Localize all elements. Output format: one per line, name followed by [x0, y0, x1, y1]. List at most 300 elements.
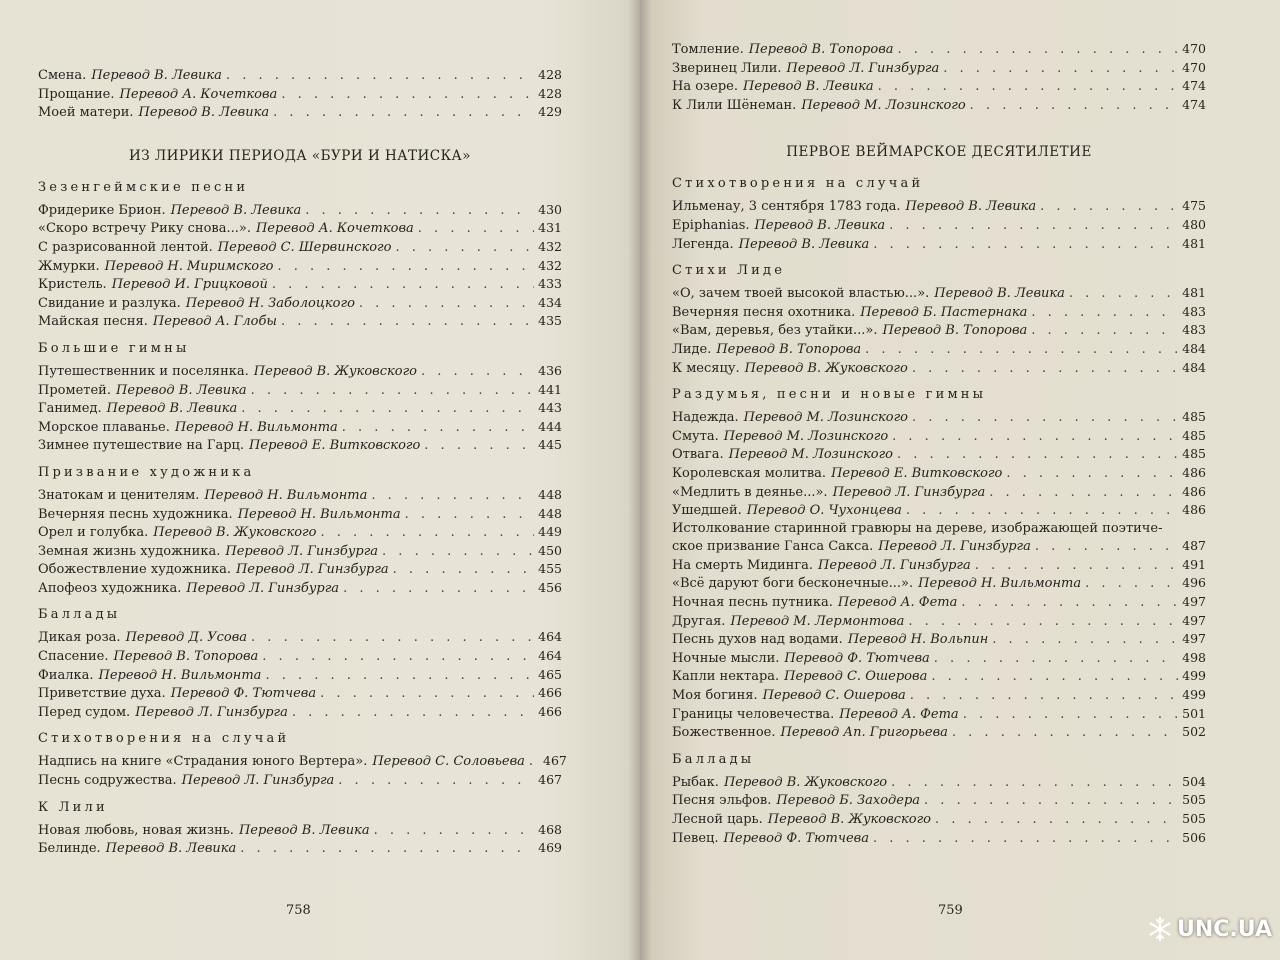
- toc-entry-title: Лесной царь.: [672, 812, 763, 827]
- toc-leader-dots: [970, 97, 1178, 115]
- toc-leader-dots: [281, 313, 534, 331]
- toc-entry-page: 441: [538, 381, 562, 397]
- toc-entry-page: 497: [1182, 631, 1206, 647]
- toc-entry-translator: Перевод Л. Гинзбурга: [181, 773, 335, 789]
- toc-entry-page: 464: [538, 648, 562, 664]
- subsection-heading: К Лили: [38, 799, 108, 815]
- toc-entry-page: 435: [538, 313, 562, 329]
- toc-entry-translator: Перевод В. Левика: [934, 286, 1065, 302]
- toc-entry-page: 448: [538, 486, 562, 502]
- toc-leader-dots: [873, 830, 1178, 848]
- toc-entry-translator: Перевод В. Жуковского: [153, 525, 317, 541]
- toc-leader-dots: [975, 557, 1178, 575]
- toc-entry-title: Знатокам и ценителям.: [38, 487, 200, 503]
- toc-entry-page: 483: [1182, 303, 1206, 319]
- toc-leader-dots: [1031, 322, 1178, 340]
- toc-subsection: [38, 731, 567, 789]
- toc-entry-page: 466: [538, 703, 562, 719]
- toc-leader-dots: [251, 382, 534, 400]
- toc-entry-page: 432: [538, 257, 562, 273]
- toc-entry-page: 430: [538, 201, 562, 217]
- right-subsections: [672, 176, 1206, 847]
- toc-leader-dots: [240, 840, 534, 858]
- toc-entry-translator: Перевод В. Топорова: [748, 42, 894, 57]
- toc-entry-title: Моя богиня.: [672, 688, 758, 704]
- toc-entry-translator: Перевод С. Соловьева: [372, 754, 525, 770]
- toc-entry-translator: Перевод А. Глобы: [152, 314, 278, 330]
- toc-entry: [38, 362, 562, 381]
- toc-entry-title: Смена.: [38, 68, 87, 83]
- toc-entry: [672, 340, 1206, 359]
- toc-entry: [38, 560, 562, 579]
- toc-leader-dots: [418, 220, 534, 238]
- toc-leader-dots: [305, 202, 534, 220]
- toc-entry-title: «Вам, деревья, без утайки...».: [672, 323, 878, 339]
- toc-leader-dots: [320, 685, 534, 703]
- toc-leader-dots: [382, 543, 534, 561]
- toc-entry: [38, 523, 562, 542]
- toc-entry: [672, 427, 1206, 446]
- toc-entry-translator: Перевод Л. Гинзбурга: [878, 539, 1031, 555]
- toc-entry-title: Ушедшей.: [672, 503, 742, 519]
- toc-entry-title: Кристель.: [38, 277, 107, 293]
- toc-entry-page: 505: [1182, 792, 1206, 808]
- toc-leader-dots: [1031, 304, 1178, 322]
- toc-entry-translator: Перевод И. Грицковой: [111, 277, 268, 293]
- toc-entry-translator: Перевод Ф. Тютчева: [723, 830, 869, 846]
- toc-entry-translator: Перевод Ф. Тютчева: [784, 650, 930, 666]
- toc-entry-page: 467: [538, 772, 562, 788]
- toc-entry-translator: Перевод В. Жуковского: [723, 774, 888, 790]
- right-top-entries: [672, 40, 1206, 114]
- toc-entry: [38, 436, 562, 455]
- toc-entry: [38, 486, 562, 505]
- toc-entry-translator: Перевод Л. Гинзбурга: [186, 580, 340, 596]
- toc-entry: [672, 284, 1206, 303]
- toc-entry-title: Моей матери.: [38, 105, 134, 121]
- toc-entry-title: Легенда.: [672, 236, 734, 252]
- toc-entry-title: Белинде.: [38, 841, 101, 857]
- toc-leader-dots: [421, 363, 534, 381]
- toc-entry-title: Отвага.: [672, 447, 724, 463]
- toc-entry-page: 465: [538, 666, 562, 682]
- toc-entry: [38, 399, 562, 418]
- toc-entry-title: Epiphanias.: [672, 217, 750, 233]
- toc-entry-title: Границы человечества.: [672, 706, 835, 722]
- toc-leader-dots: [424, 437, 534, 455]
- snowflake-icon: [1147, 916, 1173, 942]
- toc-entry-page: 486: [1182, 483, 1206, 499]
- toc-entry-title: Путешественник и поселянка.: [38, 363, 249, 379]
- toc-entry-translator: Перевод М. Лозинского: [728, 447, 893, 463]
- toc-entry-page: 497: [1182, 594, 1206, 610]
- toc-leader-dots: [989, 484, 1178, 502]
- toc-leader-dots: [943, 60, 1178, 78]
- toc-leader-dots: [395, 239, 534, 257]
- toc-entry-page: 499: [1182, 687, 1206, 703]
- toc-entry-page: 485: [1182, 446, 1206, 462]
- toc-entry-translator: Перевод М. Лозинского: [801, 97, 966, 113]
- toc-entry-title: Песнь духов над водами.: [672, 632, 843, 648]
- toc-entry-translator: Перевод В. Топорова: [113, 649, 259, 665]
- toc-entry-translator: Перевод А. Фета: [837, 595, 958, 611]
- toc-entry-page: 498: [1182, 649, 1206, 665]
- toc-entry-page: 466: [538, 685, 562, 701]
- toc-entry-translator: Перевод В. Левика: [738, 236, 870, 252]
- toc-entry-translator: Перевод В. Левика: [754, 217, 886, 233]
- toc-leader-dots: [1035, 538, 1178, 556]
- toc-entry: [672, 705, 1206, 724]
- toc-entry-title: Свидание и разлука.: [38, 295, 181, 311]
- toc-subsection: [38, 465, 562, 598]
- subsection-heading: Баллады: [672, 751, 755, 767]
- toc-entry-page: 474: [1182, 96, 1206, 112]
- toc-leader-dots: [393, 561, 534, 579]
- toc-leader-dots: [241, 400, 534, 418]
- toc-leader-dots: [342, 419, 534, 437]
- toc-entry-page: 496: [1182, 575, 1206, 591]
- toc-entry: [672, 667, 1206, 686]
- toc-entry-translator: Перевод А. Кочеткова: [119, 86, 278, 102]
- toc-entry-translator: Перевод С. Ошерова: [762, 688, 906, 704]
- toc-leader-dots: [889, 217, 1178, 235]
- toc-entry: [672, 445, 1206, 464]
- toc-subsection: [672, 387, 1206, 742]
- toc-entry-title: Смута.: [672, 428, 719, 444]
- toc-entry-page: 444: [538, 418, 562, 434]
- toc-leader-dots: [272, 276, 534, 294]
- toc-leader-dots: [878, 78, 1178, 96]
- toc-entry: [38, 628, 562, 647]
- toc-subsection: [38, 800, 562, 858]
- toc-entry-title: К месяцу.: [672, 360, 740, 376]
- toc-entry: [672, 77, 1206, 96]
- toc-entry: [672, 612, 1206, 631]
- toc-entry-title: Прощание.: [38, 86, 115, 102]
- toc-entry-title: Зверинец Лили.: [672, 60, 782, 76]
- subsection-heading: Зезенгеймские песни: [38, 179, 249, 195]
- left-page-number: 758: [286, 903, 311, 918]
- toc-entry-translator: Перевод Н. Вильмонта: [98, 667, 262, 683]
- toc-entry-page: 505: [1182, 811, 1206, 826]
- toc-entry-translator: Перевод Ф. Тютчева: [170, 686, 317, 702]
- toc-entry-page: 506: [1182, 829, 1206, 845]
- toc-entry: [672, 408, 1206, 427]
- subsection-heading: Призвание художника: [38, 464, 255, 480]
- toc-entry: [38, 684, 562, 703]
- toc-entry-title: Фридерике Брион.: [38, 202, 166, 218]
- toc-leader-dots: [273, 104, 534, 122]
- toc-entry-title: Апофеоз художника.: [38, 580, 182, 596]
- toc-entry-translator: Перевод В. Левика: [115, 382, 247, 398]
- toc-leader-dots: [277, 258, 534, 276]
- toc-entry-title: Божественное.: [672, 725, 776, 741]
- toc-subsection: [672, 176, 1206, 253]
- toc-entry-page: 481: [1182, 285, 1206, 301]
- toc-entry-translator: Перевод Е. Витковского: [831, 465, 1003, 481]
- toc-leader-dots: [992, 631, 1178, 649]
- toc-entry: [38, 666, 562, 685]
- toc-entry-page: 455: [538, 561, 562, 577]
- toc-entry-translator: Перевод Л. Гинзбурга: [818, 557, 971, 573]
- toc-entry-translator: Перевод Н. Заболоцкого: [185, 295, 355, 311]
- toc-leader-dots: [292, 704, 534, 722]
- toc-leader-dots: [924, 792, 1178, 810]
- toc-entry: [672, 686, 1206, 705]
- toc-leader-dots: [1085, 575, 1178, 593]
- toc-entry: [38, 505, 562, 524]
- toc-leader-dots: [873, 236, 1178, 254]
- toc-entry: [672, 483, 1206, 502]
- toc-entry-translator: Перевод Л. Гинзбурга: [225, 543, 379, 559]
- toc-entry-title: Ильменау, 3 сентября 1783 года.: [672, 199, 901, 215]
- toc-entry: [672, 593, 1206, 612]
- left-section-title: ИЗ ЛИРИКИ ПЕРИОДА «БУРИ И НАТИСКА»: [128, 147, 472, 164]
- toc-entry: [38, 381, 562, 400]
- toc-entry-page: 486: [1182, 502, 1206, 518]
- toc-entry: [672, 791, 1206, 810]
- toc-entry: [38, 579, 562, 598]
- toc-entry-page: 449: [538, 524, 562, 540]
- toc-leader-dots: [529, 753, 539, 771]
- toc-leader-dots: [371, 487, 534, 505]
- right-page: [640, 0, 1280, 960]
- toc-leader-dots: [912, 360, 1178, 378]
- toc-entry-page: 475: [1182, 198, 1206, 214]
- toc-entry-title: Дикая роза.: [38, 630, 121, 646]
- toc-entry: [672, 321, 1206, 340]
- toc-entry-translator: Перевод Н. Вильмонта: [918, 576, 1082, 592]
- subsection-heading: Стихи Лиде: [672, 263, 786, 279]
- toc-entry-translator: Перевод В. Левика: [238, 822, 370, 838]
- toc-entry-title: Другая.: [672, 613, 726, 629]
- toc-entry-page: 428: [538, 85, 562, 101]
- toc-entry-title: Зимнее путешествие на Гарц.: [38, 438, 245, 454]
- toc-entry-translator: Перевод Н. Вильмонта: [204, 487, 368, 503]
- toc-entry-title: Надежда.: [672, 410, 739, 426]
- toc-entry-page: 467: [543, 753, 567, 769]
- toc-entry-title: Надпись на книге «Страдания юного Вертера».: [38, 754, 368, 770]
- toc-entry-page: 485: [1182, 427, 1206, 443]
- toc-entry-translator: Перевод А. Кочеткова: [255, 221, 414, 237]
- toc-entry-title: Капли нектара.: [672, 669, 780, 685]
- toc-entry-translator: Перевод С. Шервинского: [217, 239, 392, 255]
- toc-entry-page: 468: [538, 821, 562, 837]
- toc-entry: [672, 235, 1206, 254]
- toc-entry-translator: Перевод В. Топорова: [882, 323, 1028, 339]
- toc-entry-title: С разрисованной лентой.: [38, 239, 213, 255]
- toc-entry-translator: Перевод В. Жуковского: [253, 363, 417, 379]
- toc-entry-translator: Перевод Л. Гинзбурга: [832, 484, 986, 500]
- toc-entry-page: 481: [1182, 235, 1206, 251]
- toc-entry: [672, 556, 1206, 575]
- toc-entry: [38, 752, 567, 771]
- toc-entry-title: Лиде.: [672, 341, 712, 357]
- toc-leader-dots: [1006, 465, 1178, 483]
- toc-entry-translator: Перевод Л. Гинзбурга: [786, 60, 940, 76]
- toc-entry-translator: Перевод В. Топорова: [716, 341, 862, 357]
- toc-leader-dots: [898, 41, 1178, 59]
- toc-entry: [672, 649, 1206, 668]
- toc-entry: [38, 275, 562, 294]
- toc-entry-title: На озере.: [672, 79, 738, 95]
- toc-entry: [38, 257, 562, 276]
- toc-entry-title: Томление.: [672, 42, 744, 57]
- toc-leader-dots: [908, 613, 1178, 631]
- subsection-heading: Большие гимны: [38, 340, 190, 356]
- toc-entry: [38, 703, 562, 722]
- toc-entry-page: 464: [538, 629, 562, 645]
- toc-entry: [672, 829, 1206, 848]
- toc-entry-title: Ганимед.: [38, 401, 102, 417]
- toc-entry-translator: Перевод Е. Витковского: [249, 438, 421, 454]
- toc-leader-dots: [931, 668, 1178, 686]
- toc-leader-dots: [226, 67, 534, 85]
- toc-entry-page: 499: [1182, 668, 1206, 684]
- toc-entry-translator: Перевод Б. Пастернака: [860, 304, 1028, 320]
- toc-subsection: [672, 263, 1206, 377]
- toc-entry-page: 445: [538, 437, 562, 453]
- toc-leader-dots: [359, 295, 534, 313]
- toc-leader-dots: [910, 687, 1178, 705]
- toc-entry-translator: Перевод В. Левика: [106, 401, 238, 417]
- toc-entry-translator: Перевод М. Лермонтова: [730, 613, 905, 629]
- toc-entry-translator: Перевод С. Ошерова: [784, 669, 928, 685]
- toc-entry-translator: Перевод Л. Гинзбурга: [235, 562, 389, 578]
- toc-entry-translator: Перевод А. Фета: [839, 706, 959, 722]
- toc-entry-page: 429: [538, 104, 562, 120]
- toc-entry-translator: Перевод В. Левика: [138, 105, 270, 121]
- toc-entry-page: 497: [1182, 612, 1206, 628]
- right-page-number: 759: [938, 903, 963, 918]
- toc-entry-translator: Перевод М. Лозинского: [743, 410, 908, 426]
- toc-entry-title: Фиалка.: [38, 667, 94, 683]
- toc-entry: [38, 219, 562, 238]
- toc-entry-translator: Перевод В. Левика: [742, 79, 874, 95]
- toc-entry-title: Спасение.: [38, 649, 109, 665]
- toc-entry-page: 436: [538, 362, 562, 378]
- toc-entry-title: «О, зачем твоей высокой властью...».: [672, 286, 930, 302]
- left-subsections: [38, 179, 567, 858]
- toc-leader-dots: [891, 774, 1178, 792]
- toc-entry-title: Перед судом.: [38, 704, 131, 720]
- toc-entry: [672, 723, 1206, 742]
- toc-entry-title: Рыбак.: [672, 774, 719, 790]
- toc-entry-title: К Лили Шёнеман.: [672, 97, 797, 113]
- toc-entry-title: «Всё даруют боги бесконечные...».: [672, 576, 914, 592]
- toc-entry-title: Певец.: [672, 830, 719, 846]
- toc-entry-title: Прометей.: [38, 382, 111, 398]
- toc-entry-page: 448: [538, 505, 562, 521]
- toc-entry-page: 456: [538, 579, 562, 595]
- toc-entry-translator: Перевод Н. Вольпин: [847, 632, 989, 648]
- subsection-heading: Стихотворения на случай: [38, 731, 290, 747]
- toc-entry-translator: Перевод Д. Усова: [125, 630, 248, 646]
- toc-leader-dots: [338, 772, 534, 790]
- toc-entry: [672, 501, 1206, 520]
- toc-leader-dots: [265, 667, 534, 685]
- toc-leader-dots: [963, 706, 1178, 724]
- toc-entry-title: Ночная песнь путника.: [672, 595, 833, 611]
- toc-subsection: [672, 752, 1206, 847]
- toc-entry-translator: Перевод В. Жуковского: [767, 812, 931, 827]
- toc-leader-dots: [906, 502, 1178, 520]
- toc-entry-translator: Перевод В. Жуковского: [744, 360, 908, 376]
- toc-entry-title: Вечерняя песня охотника.: [672, 304, 856, 320]
- subsection-heading: Стихотворения на случай: [672, 176, 924, 192]
- toc-leader-dots: [935, 811, 1178, 829]
- toc-entry-page: 443: [538, 400, 562, 416]
- toc-entry: [672, 810, 1206, 829]
- toc-leader-dots: [1040, 198, 1178, 216]
- toc-leader-dots: [320, 524, 534, 542]
- toc-entry-title: Ночные мысли.: [672, 650, 780, 666]
- toc-entry-page: 469: [538, 840, 562, 856]
- toc-subsection: [38, 180, 562, 331]
- toc-entry-title-line: Истолкование старинной гравюры на дереве, изображающей поэтиче-: [672, 520, 1163, 536]
- toc-entry-page: 470: [1182, 59, 1206, 75]
- toc-leader-dots: [374, 822, 534, 840]
- toc-entry-title: «Медлить в деянье...».: [672, 484, 828, 500]
- toc-entry: [672, 773, 1206, 792]
- toc-entry-translator: Перевод В. Левика: [105, 841, 237, 857]
- toc-entry-translator: Перевод Б. Заходера: [776, 793, 921, 809]
- toc-entry-translator: Перевод Н. Вильмонта: [237, 506, 401, 522]
- toc-entry-translator: Перевод В. Левика: [905, 199, 1037, 215]
- toc-leader-dots: [251, 629, 534, 647]
- toc-entry-title: Майская песня.: [38, 314, 148, 330]
- toc-entry-page: 504: [1182, 773, 1206, 789]
- toc-entry: [672, 464, 1206, 483]
- toc-entry: [38, 821, 562, 840]
- toc-leader-dots: [865, 341, 1178, 359]
- toc-subsection: [38, 607, 562, 721]
- toc-entry-translator: Перевод В. Левика: [170, 202, 302, 218]
- toc-entry-title: На смерть Мидинга.: [672, 557, 814, 573]
- toc-leader-dots: [934, 650, 1178, 668]
- toc-leader-dots: [343, 580, 534, 598]
- toc-entry: [672, 59, 1206, 78]
- toc-entry-title: Приветствие духа.: [38, 686, 166, 702]
- toc-leader-dots: [405, 506, 534, 524]
- toc-entry: [672, 520, 1206, 556]
- toc-entry-translator: Перевод Н. Миримского: [104, 258, 274, 274]
- toc-entry-title: ское призвание Ганса Сакса.: [672, 539, 874, 555]
- toc-entry-translator: Перевод В. Левика: [91, 68, 222, 83]
- toc-entry: [672, 216, 1206, 235]
- left-top-entries: [38, 66, 562, 122]
- watermark: [1147, 916, 1272, 942]
- toc-entry-page: 486: [1182, 464, 1206, 480]
- toc-leader-dots: [912, 409, 1178, 427]
- toc-entry-translator: Перевод Н. Вильмонта: [174, 419, 338, 435]
- toc-entry-title: Новая любовь, новая жизнь.: [38, 822, 234, 838]
- toc-leader-dots: [262, 648, 534, 666]
- toc-entry: [672, 630, 1206, 649]
- toc-leader-dots: [897, 446, 1178, 464]
- toc-entry-page: 484: [1182, 340, 1206, 356]
- toc-entry: [38, 238, 562, 257]
- toc-entry: [38, 85, 562, 104]
- toc-leader-dots: [892, 428, 1178, 446]
- toc-entry-page: 501: [1182, 705, 1206, 721]
- toc-entry-line: [672, 537, 1206, 556]
- toc-entry: [672, 197, 1206, 216]
- toc-entry-page: 431: [538, 220, 562, 236]
- toc-entry-title: Песнь содружества.: [38, 773, 177, 789]
- toc-entry-title: Морское плаванье.: [38, 419, 170, 435]
- toc-entry-title: Песня эльфов.: [672, 793, 772, 809]
